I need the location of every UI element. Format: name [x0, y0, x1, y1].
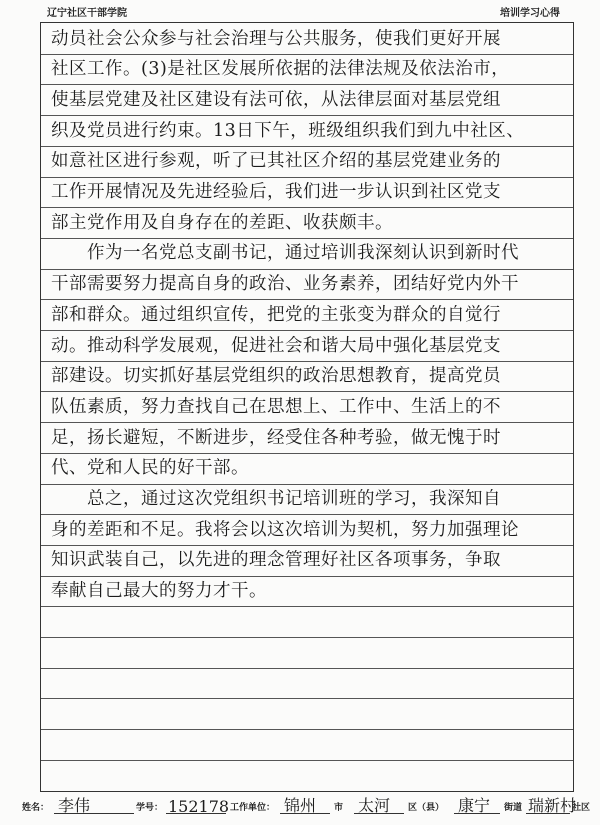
handwritten-line: 总之，通过这次党组织书记培训班的学习，我深知自: [87, 489, 501, 509]
handwritten-line: 身的差距和不足。我将会以这次培训为契机，努力加强理论: [51, 519, 519, 540]
handwritten-line: 如意社区进行参观，听了已其社区介绍的基层党建业务的: [51, 151, 501, 172]
ruled-line: [41, 729, 573, 730]
name-underline: [54, 813, 134, 814]
street-underline: [454, 813, 500, 814]
handwritten-line: 动员社会公众参与社会治理与公共服务，使我们更好开展: [51, 28, 501, 49]
header-institution: 辽宁社区干部学院: [47, 8, 127, 19]
footer-info: [22, 793, 591, 817]
street-label: 街道: [504, 803, 523, 813]
lined-writing-area: [40, 22, 574, 792]
city-label: 市: [334, 803, 344, 813]
district-underline: [354, 813, 404, 814]
ruled-line: [41, 698, 573, 699]
street-value: 康宁: [458, 796, 491, 815]
unit-value: 锦州: [284, 796, 317, 815]
handwritten-line: 部和群众。通过组织宣传，把党的主张变为群众的自觉行: [51, 304, 501, 325]
name-value: 李伟: [58, 796, 91, 815]
handwritten-line: 奉献自己最大的努力才干。: [51, 581, 267, 602]
ruled-line: [41, 668, 573, 669]
handwritten-line: 社区工作。(3)是社区发展所依据的法律法规及依法治市，: [51, 59, 510, 80]
id-value: 152178: [168, 797, 230, 816]
handwritten-line: 代、党和人民的好干部。: [51, 458, 249, 479]
handwritten-line: 部建设。切实抓好基层党组织的政治思想教育，提高党员: [51, 366, 501, 387]
id-label: 学号：: [136, 803, 164, 813]
community-label: 社区: [572, 803, 591, 813]
id-underline: [166, 813, 226, 814]
handwritten-line: 干部需要努力提高自身的政治、业务素养，团结好党内外干: [51, 274, 519, 295]
district-value: 太河: [358, 796, 391, 815]
community-underline: [526, 813, 570, 814]
handwritten-line: 知识武装自己，以先进的理念管理好社区各项事务，争取: [51, 550, 501, 571]
name-label: 姓名：: [22, 803, 50, 813]
ruled-line: [41, 637, 573, 638]
handwritten-line: 足，扬长避短，不断进步，经受住各种考验，做无愧于时: [51, 427, 501, 448]
handwritten-line: 部主党作用及自身存在的差距、收获颇丰。: [51, 212, 393, 233]
handwritten-line: 动。推动科学发展观，促进社会和谐大局中强化基层党支: [51, 335, 501, 356]
district-label: 区（县）: [408, 803, 445, 813]
handwritten-line: 织及党员进行约束。13日下午，班级组织我们到九中社区、: [51, 120, 525, 141]
unit-underline: [280, 813, 330, 814]
community-value: 瑞新村: [528, 796, 577, 815]
handwritten-line: 队伍素质，努力查找自己在思想上、工作中、生活上的不: [51, 396, 501, 417]
handwritten-line: 工作开展情况及先进经验后，我们进一步认识到社区党支: [51, 182, 501, 202]
handwritten-line: 使基层党建及社区建设有法可依，从法律层面对基层党组: [51, 89, 501, 110]
header-title: 培训学习心得: [500, 8, 560, 19]
ruled-line: [41, 760, 573, 761]
handwritten-line: 作为一名党总支副书记，通过培训我深刻认识到新时代: [87, 243, 519, 264]
ruled-line: [41, 606, 573, 607]
unit-label: 工作单位：: [230, 803, 276, 813]
